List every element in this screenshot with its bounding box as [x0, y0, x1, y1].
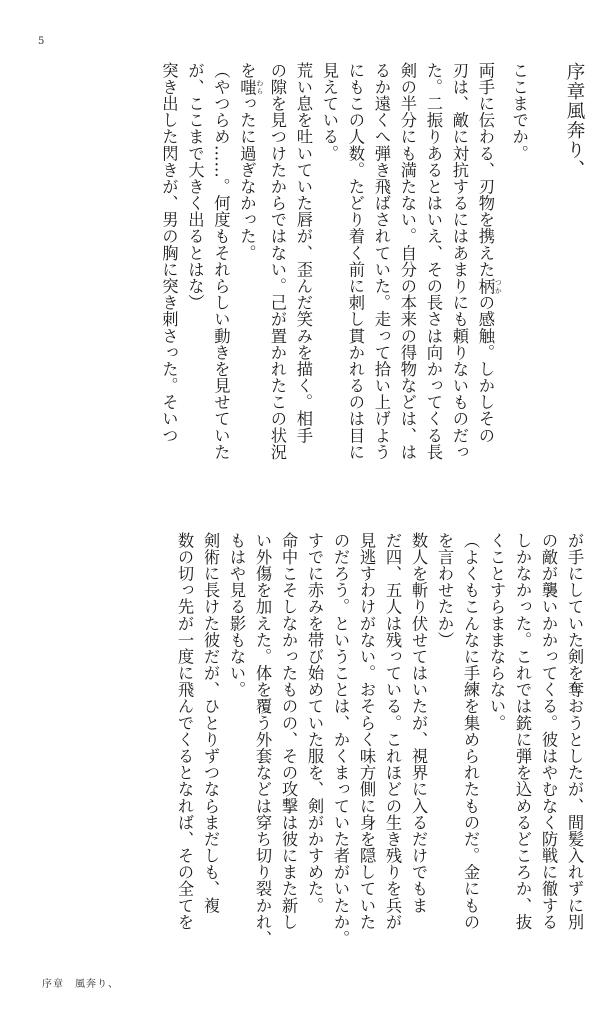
lower-text-block	[171, 532, 587, 972]
text-column: 数人を斬り伏せてはいたが、視界に入るだけでもま	[409, 532, 428, 914]
text-column: だ四、五人は残っている。これほどの生き残りを兵が	[383, 532, 402, 931]
ruby-annotation: 柄 つか	[475, 277, 503, 295]
text-column: 数の切っ先が一度に飛んでくるとなれば、その全てを	[175, 532, 194, 931]
text-column: しかなかった。これでは銃に弾を込めるどころか、抜	[513, 532, 532, 931]
page-number: 5	[38, 36, 45, 47]
text-column: の敵が襲いかかってくる。彼はやむなく防戦に徹する	[539, 532, 558, 931]
text-column: 剣術に長けた彼だが、ひとりずつならまだしも、複	[201, 532, 220, 914]
text-column	[233, 62, 264, 502]
text-column: 剣の半分にも満たない。自分の本来の得物などは、は	[397, 62, 417, 461]
text-column: を言わせたか）	[435, 532, 454, 649]
text-column: （やつらめ……。何度もそれらしい動きを見せていた	[211, 62, 231, 461]
upper-text-block	[155, 62, 587, 502]
text-column	[472, 62, 503, 502]
text-column: 荒い息を吐いていた唇が、歪んだ笑みを描く。相手	[293, 62, 313, 444]
text-column: が、ここまで大きく出るとはな）	[185, 62, 205, 311]
text-column: 見えている。	[319, 62, 339, 162]
text-column: 刃は、敵に対抗するにはあまりにも頼りないものだっ	[449, 62, 469, 461]
text-column: が手にしていた剣を奪おうとしたが、間髪入れずに別	[565, 532, 584, 931]
text-column: くことすらままならない。	[487, 532, 506, 732]
text-column: （よくもこんなに手練を集められたものだ。金にもの	[461, 532, 480, 931]
line-with-ruby: 両手に伝わる、刃物を携えた柄 つかの感触。しかしその	[475, 62, 503, 444]
running-head: 序章 風奔り、	[42, 979, 119, 990]
text-column: ここまでか。	[509, 62, 529, 162]
text-column: もはや見る影もない。	[227, 532, 246, 698]
text-column: た。二振りあるとはいえ、その長さは向かってくる長	[423, 62, 443, 461]
text-column: い外傷を加えた。体を覆う外套などは穿ち切り裂かれ、	[253, 532, 272, 947]
line-with-ruby: を嗤 わらったに過ぎなかった。	[237, 62, 264, 262]
text-column: 見逃すわけがない。おそらく味方側に身を隠していた	[357, 532, 376, 931]
text-column: 突き出した閃きが、男の胸に突き刺さった。そいつ	[159, 62, 179, 444]
chapter-label: 序章	[564, 62, 585, 101]
text-column: のだろう。ということは、かくまっていた者がいたか。	[331, 532, 350, 947]
text-column: にもこの人数。たどり着く前に刺し貫かれるのは目に	[345, 62, 365, 461]
text-column: すでに赤みを帯び始めていた服を、剣がかすめた。	[305, 532, 324, 914]
text-column: 命中こそしなかったものの、その攻撃は彼にまた新し	[279, 532, 298, 931]
text-column: の隙を見つけたからではない。己が置かれたこの状況	[267, 62, 287, 461]
text-column: るか遠くへ弾き飛ばされていた。走って拾い上げよう	[371, 62, 391, 461]
chapter-title: 風奔り、	[564, 101, 585, 179]
ruby-annotation: 嗤 わら	[237, 78, 264, 96]
chapter-heading	[561, 62, 587, 502]
